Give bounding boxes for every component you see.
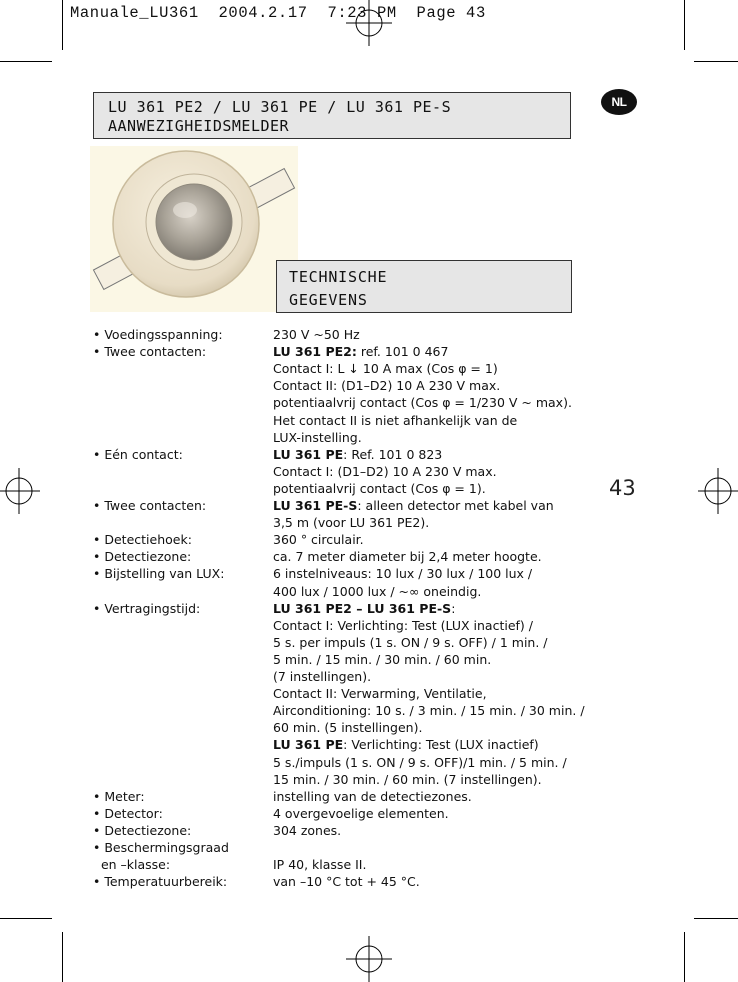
spec-value: Het contact II is niet afhankelijk van de bbox=[273, 412, 518, 428]
spec-label: • Voedingsspanning: bbox=[93, 327, 223, 342]
spec-value: LU 361 PE-S: alleen detector met kabel van bbox=[273, 498, 554, 513]
spec-value: (7 instellingen). bbox=[273, 669, 372, 684]
spec-label: • Bijstelling van LUX: bbox=[93, 566, 225, 582]
spec-value: LU 361 PE2 – LU 361 PE-S: bbox=[273, 600, 456, 616]
spec-label: • Beschermingsgraad bbox=[93, 840, 229, 855]
spec-label: • Temperatuurbereik: bbox=[93, 874, 228, 890]
crop-mark bbox=[0, 918, 52, 919]
spec-value: 5 s. per impuls (1 s. ON / 9 s. OFF) / 1 min. / bbox=[273, 634, 548, 650]
spec-label: • Twee contacten: bbox=[93, 498, 207, 513]
spec-value: 400 lux / 1000 lux / ~∞ oneindig. bbox=[273, 583, 482, 599]
spec-label: • Eén contact: bbox=[93, 446, 183, 462]
spec-value: 230 V ~50 Hz bbox=[273, 327, 360, 342]
spec-value: 5 min. / 15 min. / 30 min. / 60 min. bbox=[273, 651, 492, 667]
crop-mark bbox=[684, 0, 685, 50]
crop-mark bbox=[62, 932, 63, 982]
spec-label: • Detector: bbox=[93, 805, 163, 821]
spec-value: 6 instelniveaus: 10 lux / 30 lux / 100 lux / bbox=[273, 566, 533, 582]
registration-mark-bottom bbox=[346, 936, 392, 982]
crop-mark bbox=[694, 61, 738, 62]
spec-value: Contact I: L ↓ 10 A max (Cos φ = 1) bbox=[273, 361, 498, 377]
spec-value: IP 40, klasse II. bbox=[273, 857, 367, 873]
spec-value: Contact II: (D1–D2) 10 A 230 V max. bbox=[273, 378, 501, 394]
spec-value: 60 min. (5 instellingen). bbox=[273, 720, 423, 736]
spec-label: • Detectiezone: bbox=[93, 549, 192, 565]
spec-label: • Detectiehoek: bbox=[93, 532, 192, 548]
section-title-line1: TECHNISCHE bbox=[289, 268, 388, 286]
spec-value: Contact II: Verwarming, Ventilatie, bbox=[273, 686, 487, 702]
spec-model-name: LU 361 PE bbox=[273, 446, 344, 462]
spec-label: • Vertragingstijd: bbox=[93, 600, 201, 616]
print-header: Manuale_LU361 2004.2.17 7:23 PM Page 43 bbox=[70, 4, 486, 22]
page-number: 43 bbox=[609, 476, 636, 500]
product-title-line1: LU 361 PE2 / LU 361 PE / LU 361 PE-S bbox=[108, 98, 452, 116]
spec-value: potentiaalvrij contact (Cos φ = 1/230 V ~ max). bbox=[273, 395, 572, 411]
spec-label: • Twee contacten: bbox=[93, 344, 207, 360]
spec-value: 360 ° circulair. bbox=[273, 532, 364, 548]
spec-label: en –klasse: bbox=[93, 857, 171, 873]
spec-value: 4 overgevoelige elementen. bbox=[273, 805, 449, 821]
registration-mark-right bbox=[698, 468, 738, 514]
spec-value: 5 s./impuls (1 s. ON / 9 s. OFF)/1 min. / 5 min. / bbox=[273, 754, 567, 770]
spec-value: Airconditioning: 10 s. / 3 min. / 15 min. / 30 min. / bbox=[273, 703, 585, 719]
crop-mark bbox=[62, 0, 63, 50]
spec-value: LUX-instelling. bbox=[273, 429, 362, 445]
registration-mark-top bbox=[346, 0, 392, 46]
spec-value: LU 361 PE2: ref. 101 0 467 bbox=[273, 344, 449, 360]
spec-value: van –10 °C tot + 45 °C. bbox=[273, 874, 420, 890]
product-title-box bbox=[93, 92, 571, 139]
spec-model-name: LU 361 PE2: bbox=[273, 344, 357, 360]
spec-value: LU 361 PE: Ref. 101 0 823 bbox=[273, 446, 443, 462]
spec-label: • Detectiezone: bbox=[93, 822, 192, 838]
section-title-line2: GEGEVENS bbox=[289, 291, 368, 309]
spec-model-name: LU 361 PE2 – LU 361 PE-S bbox=[273, 600, 452, 616]
presence-detector-photo bbox=[90, 146, 298, 312]
spec-value: LU 361 PE: Verlichting: Test (LUX inactief) bbox=[273, 737, 539, 753]
language-badge: NL bbox=[601, 89, 637, 115]
crop-mark bbox=[684, 932, 685, 982]
spec-value: 3,5 m (voor LU 361 PE2). bbox=[273, 515, 430, 531]
spec-value: Contact I: (D1–D2) 10 A 230 V max. bbox=[273, 463, 497, 479]
crop-mark bbox=[0, 61, 52, 62]
spec-value: instelling van de detectiezones. bbox=[273, 788, 472, 804]
spec-value: 304 zones. bbox=[273, 822, 342, 838]
section-title-box bbox=[276, 260, 572, 313]
spec-value: potentiaalvrij contact (Cos φ = 1). bbox=[273, 480, 486, 496]
spec-value: 15 min. / 30 min. / 60 min. (7 instellingen). bbox=[273, 771, 542, 787]
spec-label: • Meter: bbox=[93, 788, 145, 804]
spec-value: ca. 7 meter diameter bij 2,4 meter hoogte. bbox=[273, 549, 542, 565]
product-title-line2: AANWEZIGHEIDSMELDER bbox=[108, 117, 290, 135]
registration-mark-left bbox=[0, 468, 40, 514]
spec-model-name: LU 361 PE-S bbox=[273, 498, 358, 513]
crop-mark bbox=[694, 918, 738, 919]
spec-value: Contact I: Verlichting: Test (LUX inactief) / bbox=[273, 617, 533, 633]
spec-model-name: LU 361 PE bbox=[273, 737, 344, 753]
